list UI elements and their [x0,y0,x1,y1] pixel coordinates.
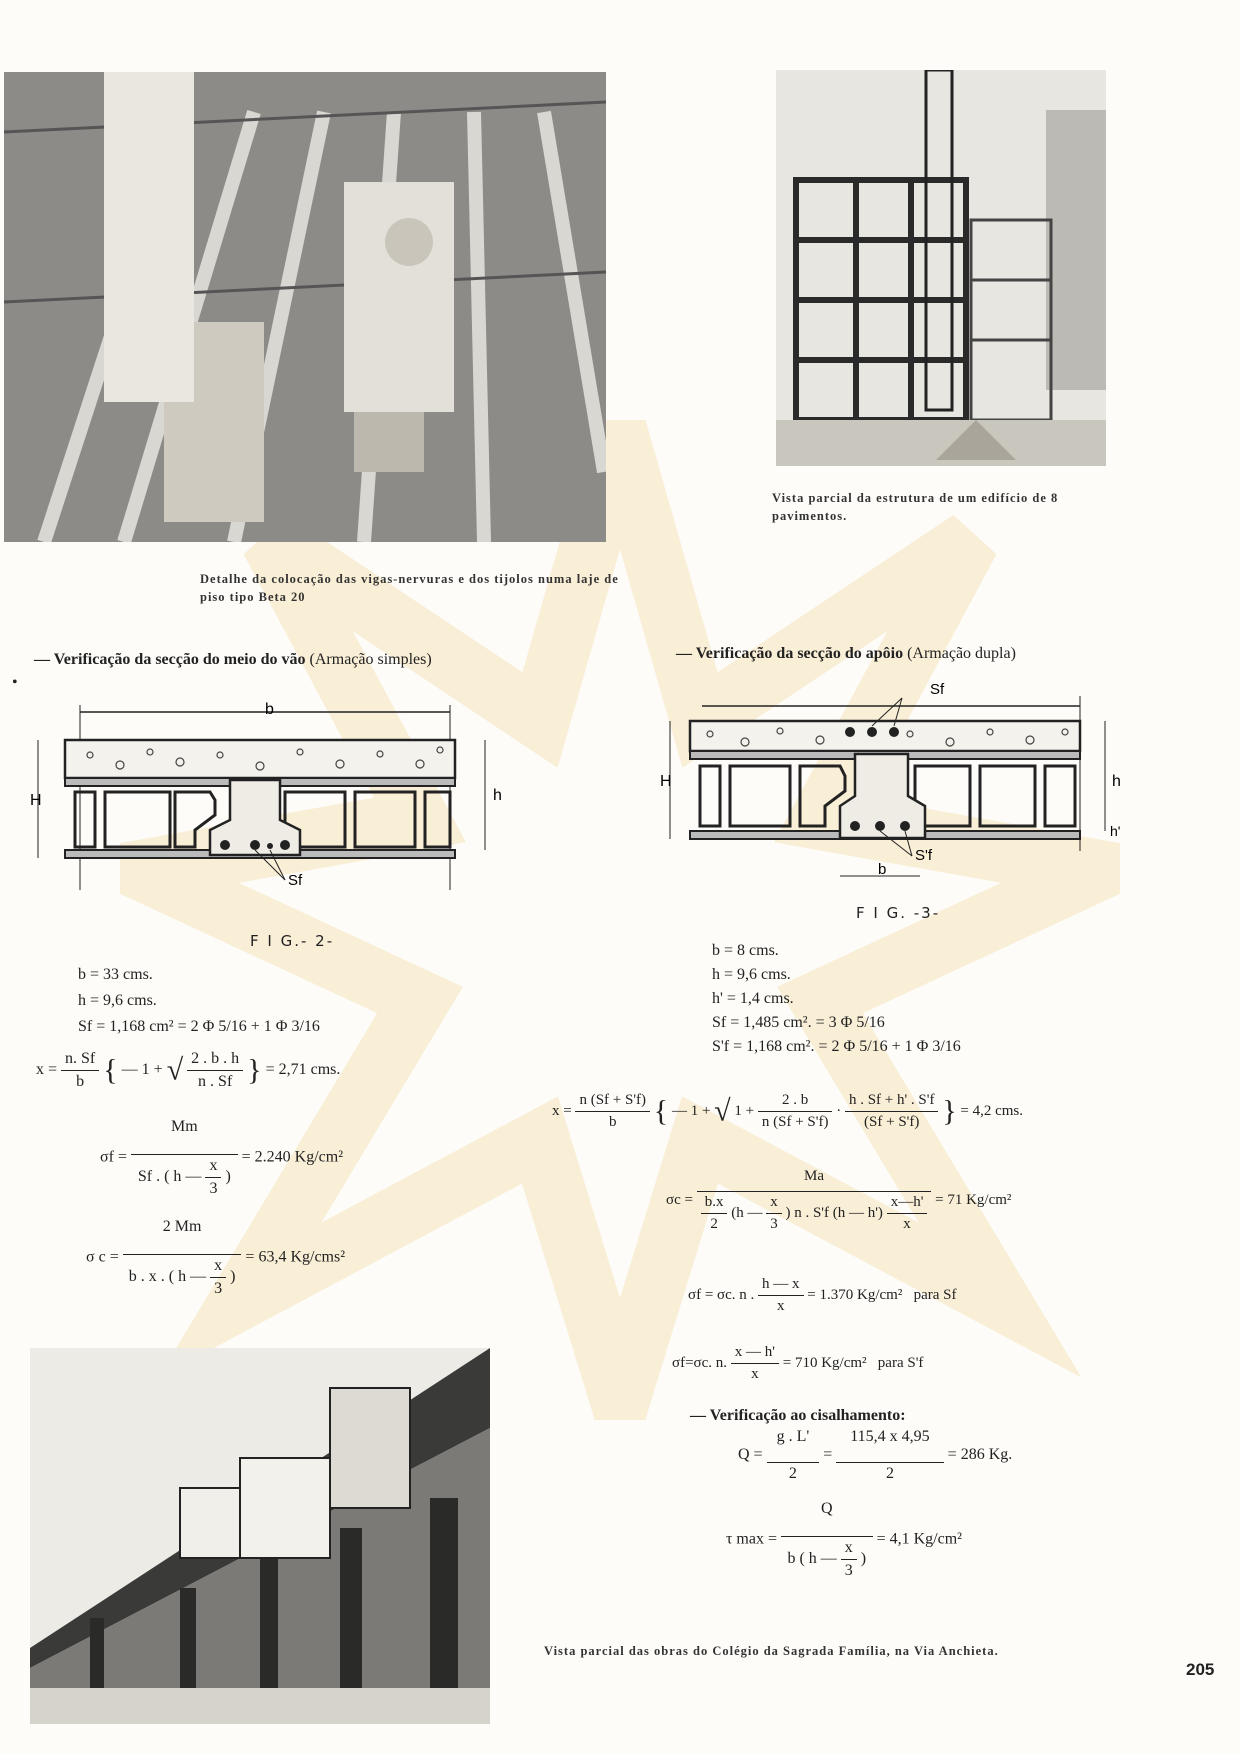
fig3-dim-hp: h' [1110,823,1121,839]
fig2-label: F I G.- 2- [250,932,335,950]
right-eq-tau-rhs: = 4,1 Kg/cm² [876,1530,962,1548]
heading-support-bold: — Verificação da secção do apôio [676,645,904,662]
figure-3-section [650,676,1130,886]
right-data-b: b = 8 cms. [712,942,779,959]
left-eq-x-root-num: 2 . b . h [187,1050,243,1071]
left-eq-x: x = $\frac{n. Sf}{b}$ { — 1 + √ $\frac{2 . b . h}{n . Sf}$ } = 2,71 cms. [36,1050,341,1090]
right-eq-sf1-lhs: σf = σc. n . [688,1286,755,1303]
right-eq-x-den: b [609,1114,617,1130]
right-eq-sc-num: Ma [697,1168,932,1192]
right-eq-sc-d3: ) n . S'f (h — h') [785,1204,883,1221]
right-eq-tau-den-fd: 3 [844,1562,853,1579]
fig2-dim-sf: Sf [288,872,303,889]
right-eq-sc-d1d: 2 [710,1216,718,1232]
fig3-dim-h: h [1112,773,1121,790]
right-eq-tau-den-fn: x [841,1539,857,1560]
left-eq-sf-den-fd: 3 [209,1180,218,1197]
right-eq-sf2-num: x — h' [731,1344,779,1364]
right-eq-tau-den-b: ) [860,1550,867,1568]
right-eq-sc-d4d: x [903,1216,911,1232]
right-eq-q-eq: = [823,1446,833,1464]
right-eq-sf1 [688,1276,957,1315]
left-eq-x-inner: — 1 + [121,1061,163,1079]
left-eq-sc-den-fd: 3 [214,1280,223,1297]
right-eq-tau [726,1500,962,1580]
right-eq-x: x = $\frac{n (Sf + S'f)}{b}$ { — 1 + √ 1 + $\frac{2 . b}{n (Sf + S'f)}$ · $\frac{h . Sf + h' . S'f}{(Sf + S'f)}$ } = 4,2 cms. [552,1092,1024,1130]
right-eq-sc-d2: (h — [731,1204,763,1221]
left-eq-x-lhs: x = [36,1061,58,1079]
left-data-b: b = 33 cms. [78,966,153,983]
right-eq-tau-den-a: b ( h — [787,1550,837,1568]
right-eq-x-r2d: n (Sf + S'f) [761,1114,829,1130]
left-eq-sf-den-a: Sf . ( h — [137,1168,202,1186]
right-eq-sc-d2fd: 3 [770,1216,778,1232]
photo-slab-installation [4,72,606,542]
right-data-spf: S'f = 1,168 cm². = 2 Φ 5/16 + 1 Φ 3/16 [712,1038,961,1055]
fig3-dim-spf: S'f [915,847,933,864]
right-eq-x-dot: · [836,1102,842,1119]
left-eq-sc-den-b: ) [230,1268,236,1286]
left-eq-sf-den-fn: x [205,1157,221,1178]
right-eq-x-rhs: = 4,2 cms. [960,1102,1024,1119]
caption-top-right: Vista parcial da estrutura de um edifício de 8 pavimentos. [772,491,1059,523]
right-eq-x-r2n: 2 . b [758,1092,833,1112]
right-eq-sf2-lhs: σf=σc. n. [672,1354,728,1371]
left-eq-sc-rhs: = 63,4 Kg/cms² [245,1248,346,1266]
right-eq-x-r3d: (Sf + S'f) [864,1114,920,1130]
right-eq-tau-num: Q [781,1500,873,1537]
left-eq-sc [86,1218,345,1298]
bullet-dot: • [12,674,18,691]
heading-support [676,644,1136,664]
photo-building-structure [776,70,1106,466]
right-data-sf: Sf = 1,485 cm². = 3 Φ 5/16 [712,1014,885,1031]
right-eq-q [738,1428,1012,1483]
right-eq-sc-lhs: σc = [666,1191,693,1208]
page-number: 205 [1186,1660,1215,1679]
left-eq-sc-den-fn: x [210,1257,226,1278]
fig3-dim-H: H [660,773,672,790]
right-eq-x-num: n (Sf + S'f) [575,1092,650,1112]
right-eq-sf1-den: x [777,1298,785,1314]
right-eq-sf2-rhs: = 710 Kg/cm² [782,1354,867,1371]
right-eq-tau-lhs: τ max = [726,1530,777,1548]
left-eq-sc-lhs: σ c = [86,1248,119,1266]
photo-school-works [30,1348,490,1724]
left-data-sf: Sf = 1,168 cm² = 2 Φ 5/16 + 1 Φ 3/16 [78,1018,320,1035]
left-eq-sf-lhs: σf = [100,1148,127,1166]
caption-top-left: Detalhe da colocação das vigas-nervuras e dos tijolos numa laje de piso tipo Beta 20 [200,572,619,604]
right-eq-sc [666,1168,1011,1233]
right-eq-x-inner: — 1 + [671,1102,715,1119]
right-eq-x-r3n: h . Sf + h' . S'f [845,1092,939,1112]
heading-support-rest: (Armação dupla) [903,645,1016,662]
right-eq-sf2-tail: para S'f [877,1354,924,1371]
left-eq-sf-num: Mm [131,1118,238,1155]
fig3-label: F I G. -3- [856,904,941,922]
caption-bottom-left: Vista parcial das obras do Colégio da Sagrada Família, na Via Anchieta. [544,1644,999,1658]
right-eq-sc-d4n: x—h' [887,1194,928,1214]
right-data-hp: h' = 1,4 cms. [712,990,794,1007]
right-eq-sc-d1n: b.x [701,1194,728,1214]
fig3-dim-b: b [878,861,887,878]
left-eq-x-rhs: = 2,71 cms. [265,1061,341,1079]
fig2-dim-b: b [265,701,274,718]
right-eq-x-lhs: x = [552,1102,572,1119]
right-eq-sf2-den: x [751,1366,759,1382]
heading-mid-span-rest: (Armação simples) [305,651,432,668]
left-eq-sc-num: 2 Mm [123,1218,242,1255]
right-eq-sf1-tail: para Sf [913,1286,957,1303]
fig2-dim-h: h [493,787,502,804]
right-eq-sf1-num: h — x [758,1276,804,1296]
left-eq-sf [100,1118,343,1198]
right-eq-x-r1: 1 + [734,1102,755,1119]
right-eq-q-n2: 115,4 x 4,95 [836,1428,943,1463]
right-eq-q-n1: g . L' [767,1428,820,1463]
left-eq-x-root-den: n . Sf [198,1073,233,1090]
left-eq-sc-den-a: b . x . ( h — [128,1268,207,1286]
heading-shear: — Verificação ao cisalhamento: [690,1407,906,1424]
right-eq-sc-rhs: = 71 Kg/cm² [935,1191,1012,1208]
left-eq-x-den: b [76,1073,85,1090]
fig3-dim-sf: Sf [930,681,945,698]
right-eq-sc-d2fn: x [766,1194,782,1214]
fig2-dim-H: H [30,792,42,809]
figure-2-section [30,700,520,900]
left-eq-x-num: n. Sf [61,1050,99,1071]
right-eq-sf1-rhs: = 1.370 Kg/cm² [807,1286,903,1303]
left-eq-sf-rhs: = 2.240 Kg/cm² [241,1148,344,1166]
right-eq-sf2 [672,1344,923,1383]
left-data-h: h = 9,6 cms. [78,992,157,1009]
heading-mid-span-bold: — Verificação da secção do meio do vão [34,651,306,668]
left-eq-sf-den-b: ) [225,1168,231,1186]
right-data-h: h = 9,6 cms. [712,966,791,983]
heading-mid-span [34,650,504,670]
right-eq-q-rhs: = 286 Kg. [947,1446,1013,1464]
right-eq-q-d2: 2 [885,1465,894,1482]
right-eq-q-lhs: Q = [738,1446,763,1464]
right-eq-q-d1: 2 [788,1465,797,1482]
